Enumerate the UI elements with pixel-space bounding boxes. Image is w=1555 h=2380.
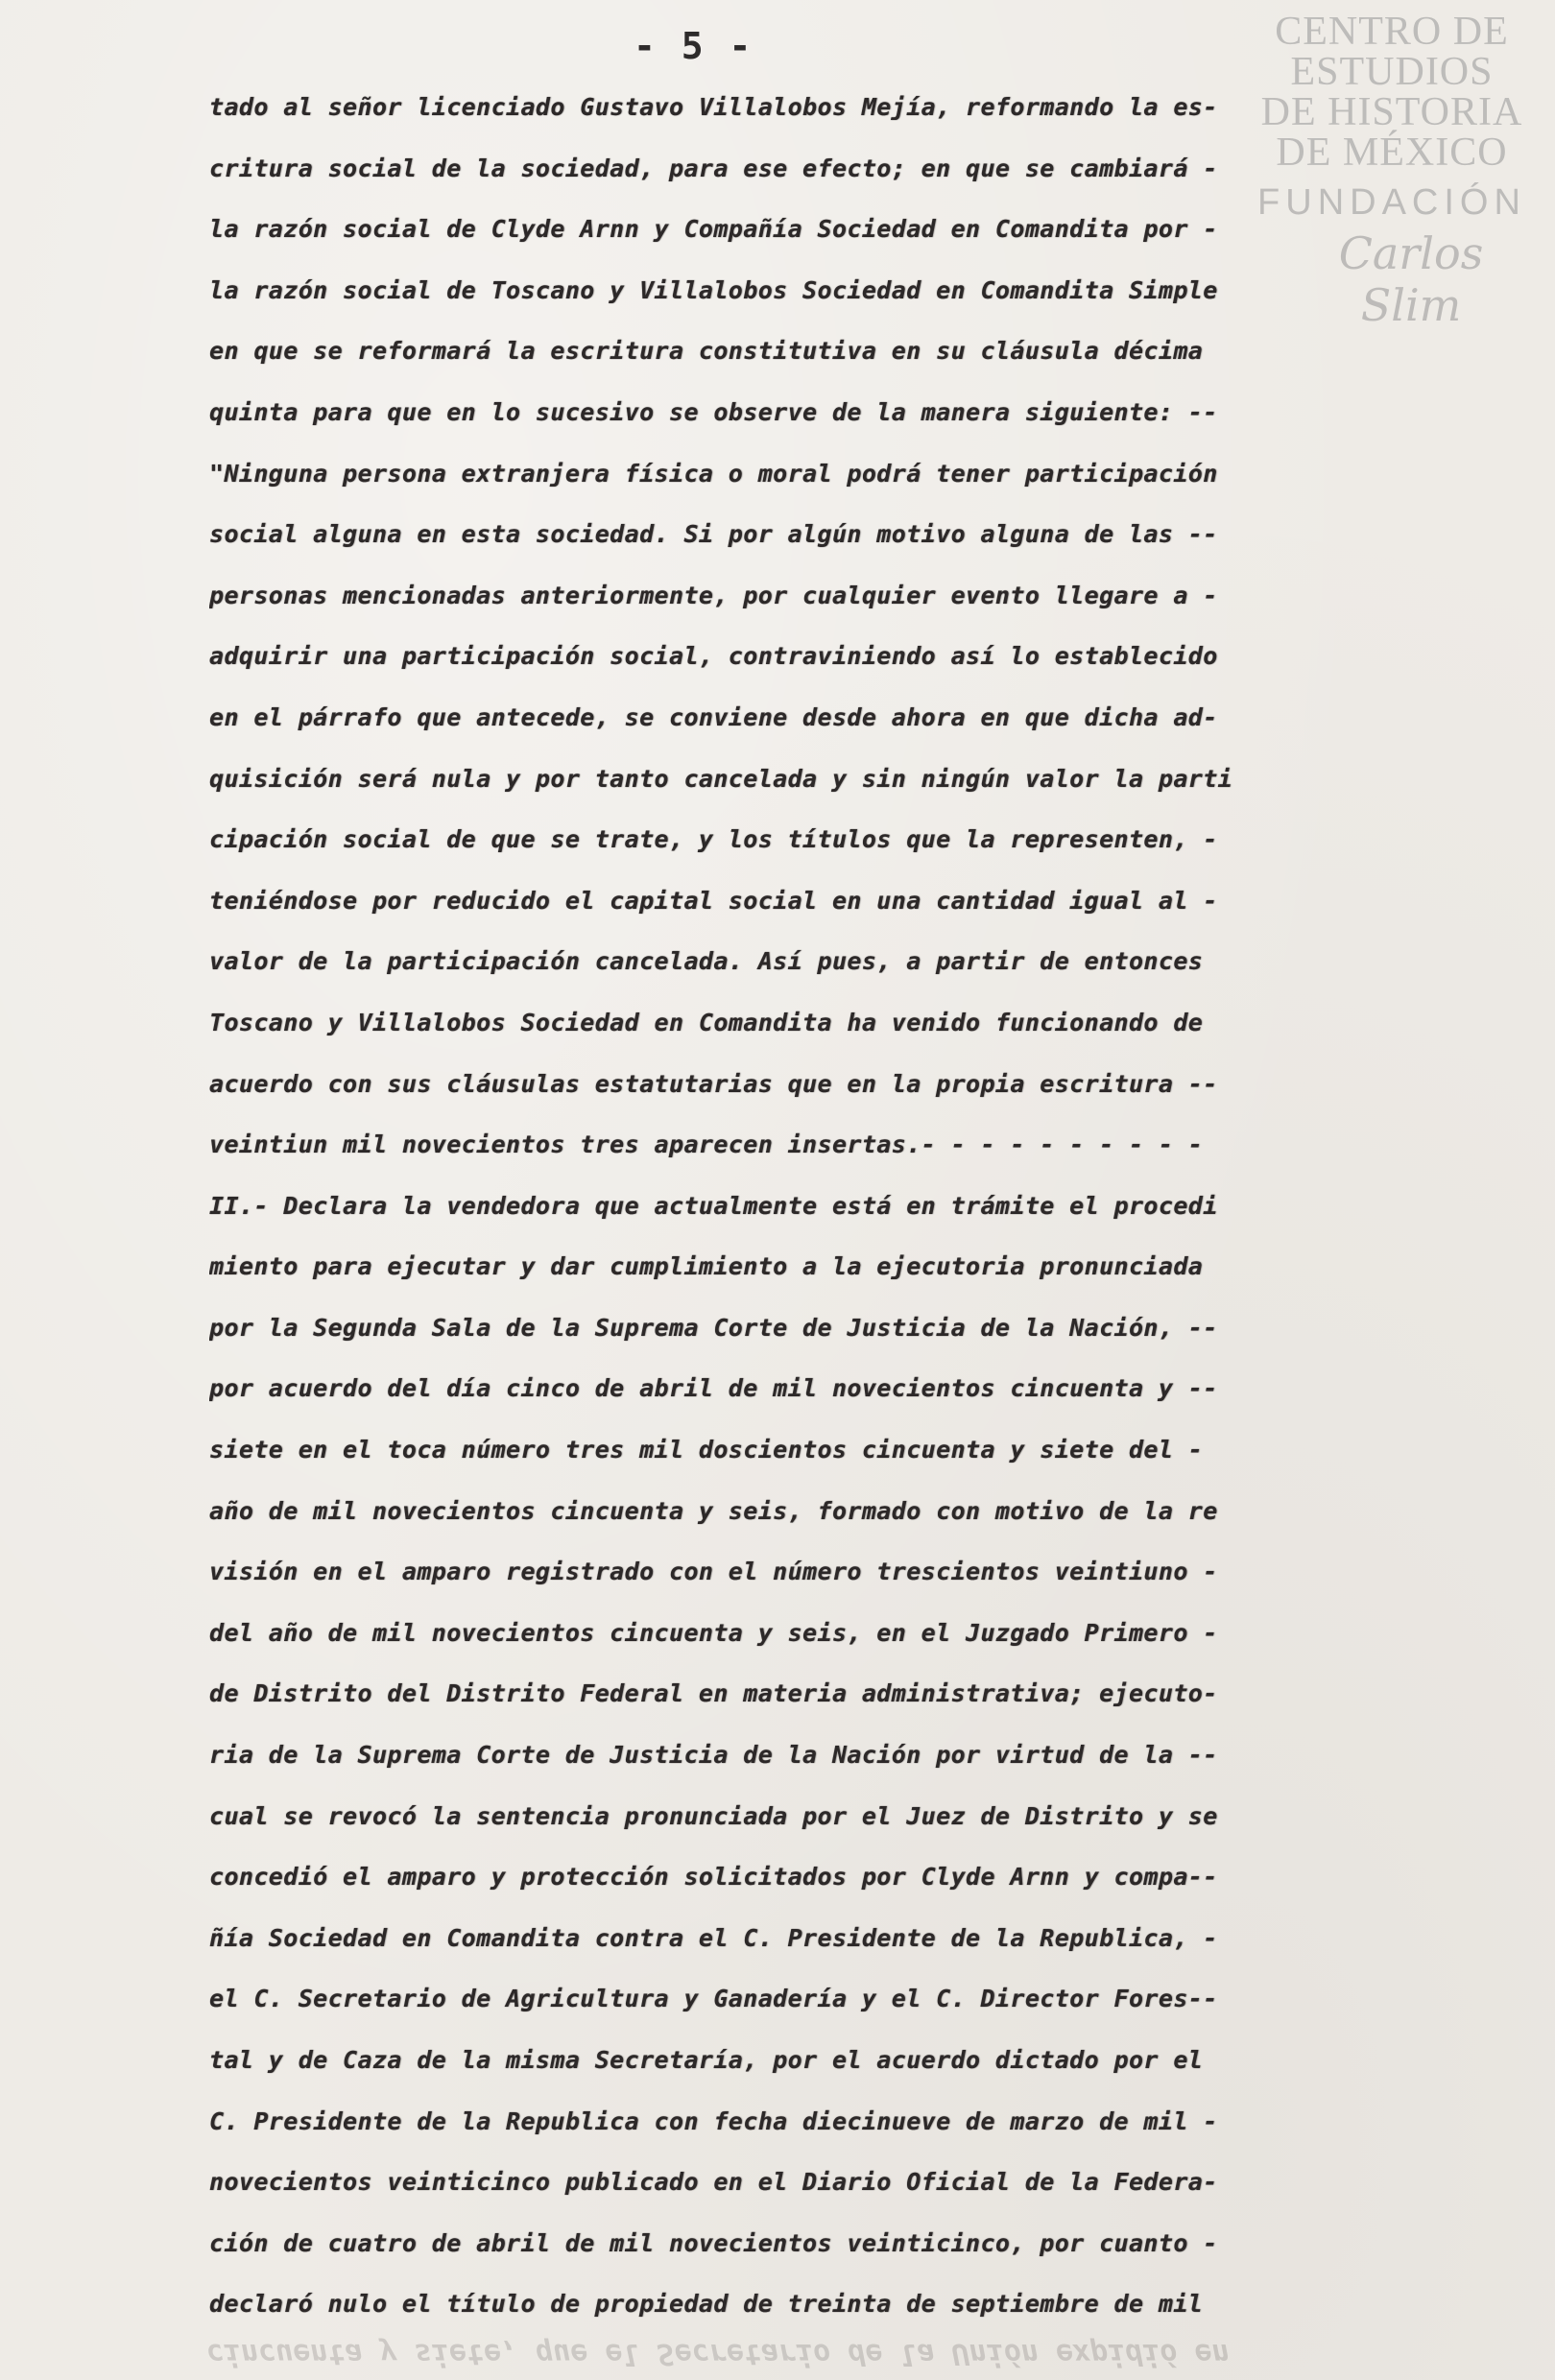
text-line: por la Segunda Sala de la Suprema Corte de Justicia de la Nación, -- (209, 1313, 1218, 1342)
page-number: - 5 - (634, 25, 754, 67)
text-line: critura social de la sociedad, para ese efecto; en que se cambiará - (209, 154, 1218, 182)
text-line: ñía Sociedad en Comandita contra el C. Presidente de la Republica, - (209, 1923, 1218, 1952)
text-line: adquirir una participación social, contraviniendo así lo establecido (209, 642, 1218, 671)
text-line: ria de la Suprema Corte de Justicia de la Nación por virtud de la -- (209, 1741, 1218, 1770)
text-line: la razón social de Clyde Arnn y Compañía Sociedad en Comandita por - (209, 215, 1218, 244)
text-line: el C. Secretario de Agricultura y Ganadería y el C. Director Fores-- (209, 1985, 1218, 2013)
text-line: en el párrafo que antecede, se conviene desde ahora en que dicha ad- (209, 702, 1218, 731)
reverse-side-bleed-through: cincuenta y siete, que el Secretario de la Unión expidió en (206, 2337, 1230, 2370)
text-line: tado al señor licenciado Gustavo Villalobos Mejía, reformando la es- (209, 93, 1218, 121)
text-line: teniéndose por reducido el capital social en una cantidad igual al - (209, 886, 1218, 915)
watermark-line: DE MÉXICO (1276, 131, 1508, 175)
text-line: Toscano y Villalobos Sociedad en Comandita ha venido funcionando de (209, 1008, 1204, 1036)
text-line: acuerdo con sus cláusulas estatutarias que en la propia escritura -- (209, 1069, 1218, 1098)
text-line: novecientos veinticinco publicado en el Diario Oficial de la Federa- (209, 2168, 1218, 2197)
text-line: veintiun mil novecientos tres aparecen insertas.- - - - - - - - - - (209, 1130, 1204, 1159)
text-line: siete en el toca número tres mil doscientos cincuenta y siete del - (209, 1436, 1204, 1464)
text-line: II.- Declara la vendedora que actualmente está en trámite el procedi (209, 1191, 1218, 1220)
text-line: cual se revocó la sentencia pronunciada por el Juez de Distrito y se (209, 1801, 1218, 1830)
text-line: tal y de Caza de la misma Secretaría, por el acuerdo dictado por el (209, 2046, 1204, 2074)
text-line: por acuerdo del día cinco de abril de mil novecientos cincuenta y -- (209, 1374, 1218, 1403)
text-line: quisición será nula y por tanto cancelada y sin ningún valor la parti (209, 764, 1233, 793)
text-line: declaró nulo el título de propiedad de treinta de septiembre de mil (209, 2290, 1204, 2319)
text-line: personas mencionadas anteriormente, por cualquier evento llegare a - (209, 581, 1218, 609)
text-line: "Ninguna persona extranjera física o moral podrá tener participación (209, 459, 1218, 488)
watermark-line: CENTRO DE (1275, 10, 1509, 54)
text-line: de Distrito del Distrito Federal en materia administrativa; ejecuto- (209, 1679, 1218, 1708)
text-line: visión en el amparo registrado con el número trescientos veintiuno - (209, 1558, 1218, 1586)
watermark-line: DE HISTORIA (1260, 90, 1523, 134)
text-line: cipación social de que se trate, y los títulos que la representen, - (209, 825, 1218, 854)
text-line: valor de la participación cancelada. Así pues, a partir de entonces (209, 947, 1204, 976)
watermark-signature: Carlos Slim (1338, 227, 1484, 331)
watermark-foundation: FUNDACIÓN (1257, 182, 1526, 223)
text-line: miento para ejecutar y dar cumplimiento a la ejecutoria pronunciada (209, 1252, 1204, 1281)
text-line: del año de mil novecientos cincuenta y seis, en el Juzgado Primero - (209, 1618, 1218, 1647)
text-line: quinta para que en lo sucesivo se observe de la manera siguiente: -- (209, 397, 1218, 426)
text-line: la razón social de Toscano y Villalobos Sociedad en Comandita Simple (209, 275, 1218, 304)
watermark-line: ESTUDIOS (1290, 50, 1494, 94)
text-line: social alguna en esta sociedad. Si por algún motivo alguna de las -- (209, 520, 1218, 549)
typewritten-body (209, 77, 1476, 2335)
text-line: ción de cuatro de abril de mil novecientos veinticinco, por cuanto - (209, 2228, 1218, 2257)
text-line: concedió el amparo y protección solicitados por Clyde Arnn y compa-- (209, 1863, 1218, 1892)
text-line: en que se reformará la escritura constitutiva en su cláusula décima (209, 337, 1204, 366)
text-line: C. Presidente de la Republica con fecha diecinueve de marzo de mil - (209, 2106, 1218, 2135)
text-line: año de mil novecientos cincuenta y seis, formado con motivo de la re (209, 1496, 1218, 1525)
